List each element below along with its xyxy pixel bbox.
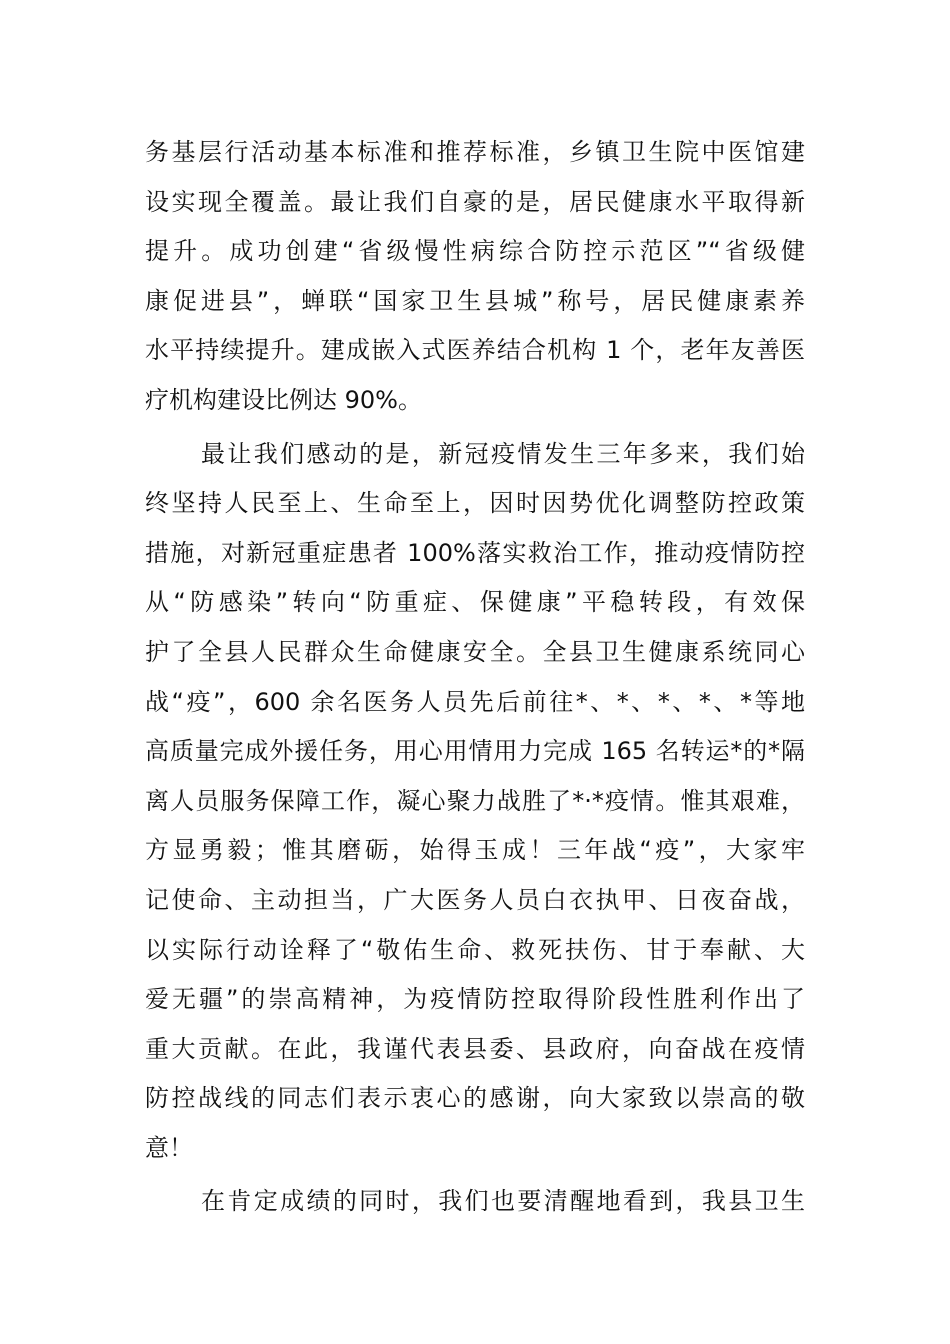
- text-line: 在肯定成绩的同时，我们也要清醒地看到，我县卫生: [201, 1187, 805, 1216]
- text-line: 最让我们感动的是，新冠疫情发生三年多来，我们始: [201, 439, 805, 468]
- text-line: 重大贡献。在此，我谨代表县委、县政府，向奋战在疫情: [145, 1034, 805, 1063]
- text-line: 离人员服务保障工作，凝心聚力战胜了*·*疫情。惟其艰难，: [145, 786, 805, 815]
- text-line: 方显勇毅；惟其磨砺，始得玉成！三年战“疫”，大家牢: [145, 836, 805, 865]
- text-line: 水平持续提升。建成嵌入式医养结合机构 1 个，老年友善医: [145, 336, 805, 365]
- text-line: 爱无疆”的崇高精神，为疫情防控取得阶段性胜利作出了: [145, 985, 805, 1014]
- text-line: 防控战线的同志们表示衷心的感谢，向大家致以崇高的敬: [145, 1084, 805, 1113]
- text-line: 以实际行动诠释了“敬佑生命、救死扶伤、甘于奉献、大: [145, 935, 805, 964]
- text-line: 措施，对新冠重症患者 100%落实救治工作，推动疫情防控: [145, 538, 805, 567]
- text-line: 高质量完成外援任务，用心用情用力完成 165 名转运*的*隔: [145, 737, 805, 766]
- text-line: 设实现全覆盖。最让我们自豪的是，居民健康水平取得新: [145, 187, 805, 216]
- paragraph-2: [145, 430, 805, 1174]
- text-line: 战“疫”，600 余名医务人员先后前往*、*、*、*、*等地: [145, 687, 805, 716]
- document-page: [145, 128, 805, 1231]
- paragraph-3: [145, 1177, 805, 1227]
- paragraph-1: [145, 128, 805, 426]
- text-line: 意！: [145, 1133, 193, 1162]
- text-line: 护了全县人民群众生命健康安全。全县卫生健康系统同心: [145, 637, 805, 666]
- text-line: 终坚持人民至上、生命至上，因时因势优化调整防控政策: [145, 489, 805, 518]
- text-line: 疗机构建设比例达 90%。: [145, 385, 422, 414]
- text-line: 务基层行活动基本标准和推荐标准，乡镇卫生院中医馆建: [145, 138, 805, 166]
- text-line: 记使命、主动担当，广大医务人员白衣执甲、日夜奋战，: [145, 885, 805, 914]
- text-line: 康促进县”，蝉联“国家卫生县城”称号，居民健康素养: [145, 286, 805, 315]
- text-line: 从“防感染”转向“防重症、保健康”平稳转段，有效保: [145, 588, 805, 617]
- text-line: 提升。成功创建“省级慢性病综合防控示范区”“省级健: [145, 237, 805, 266]
